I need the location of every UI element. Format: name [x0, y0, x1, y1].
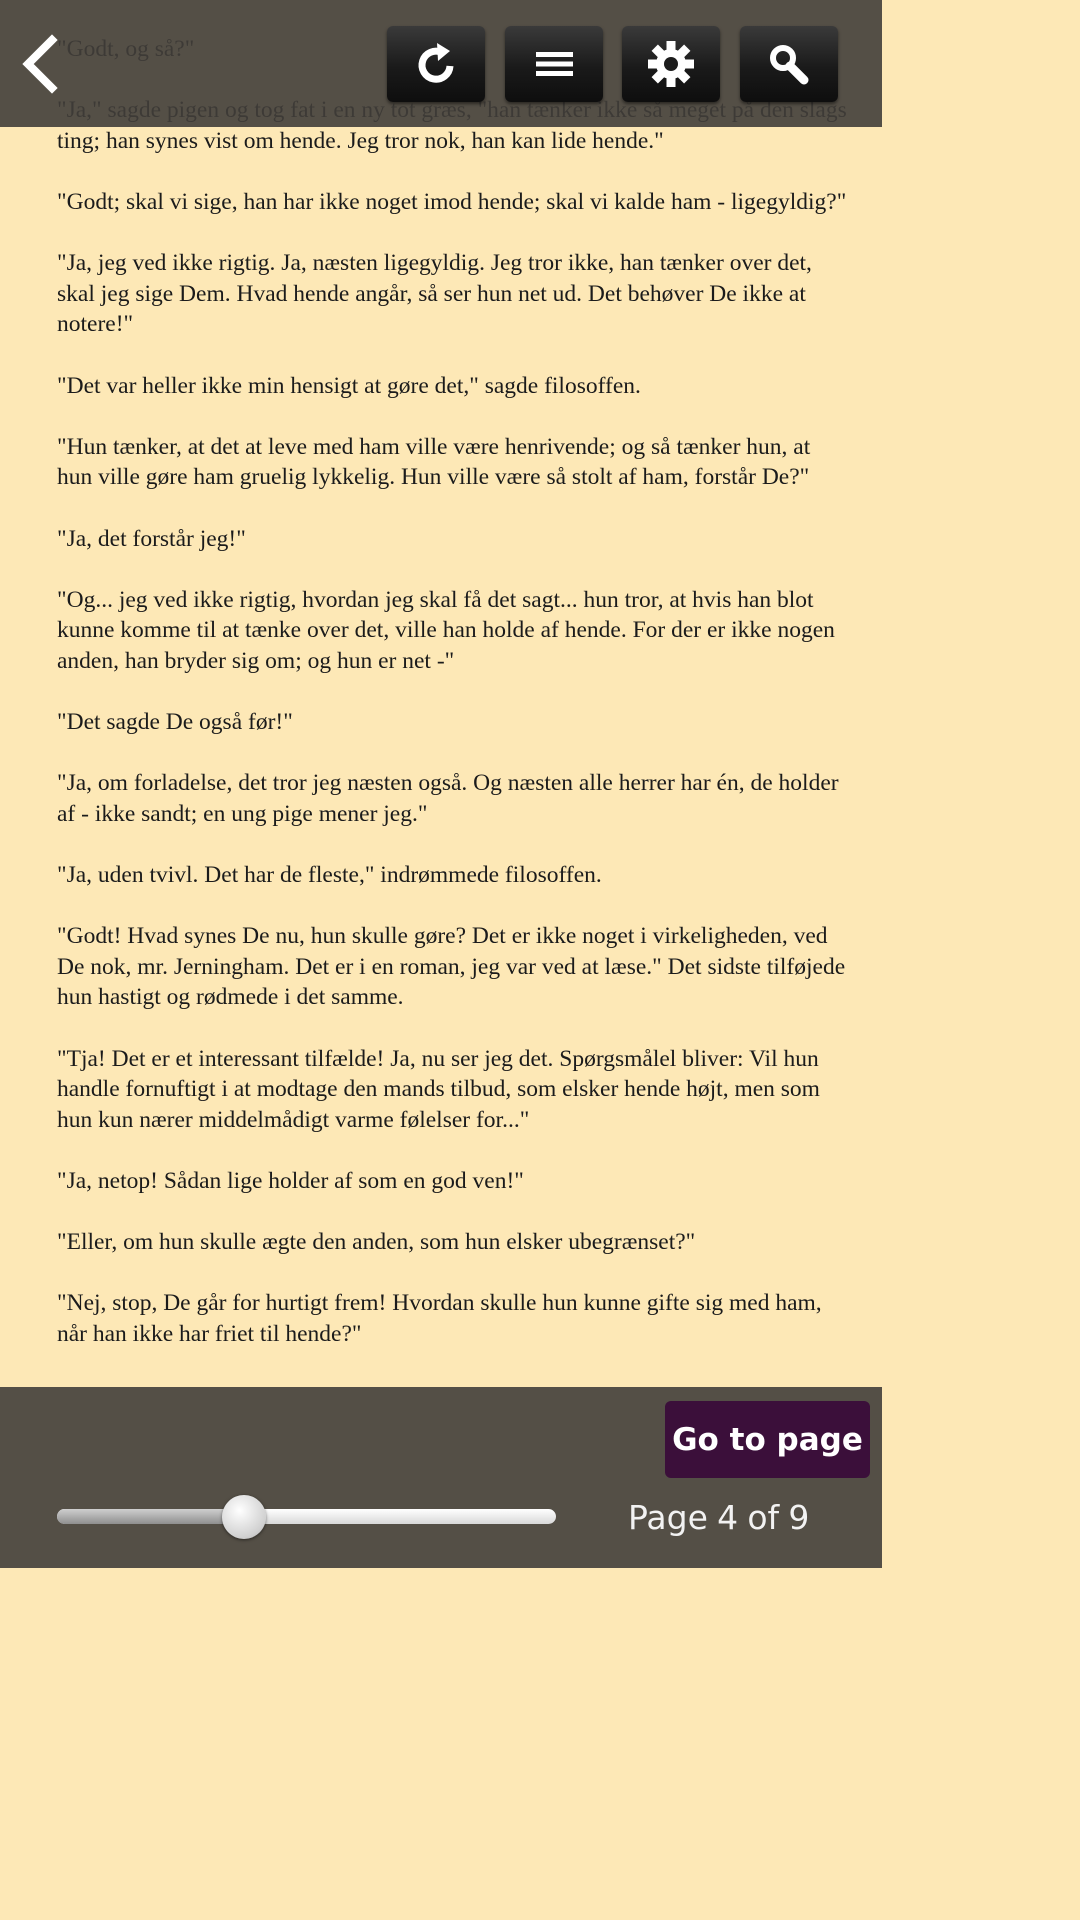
paragraph: "Ja, om forladelse, det tror jeg næsten også. Og næsten alle herrer har én, de holder af - ikke sandt; en ung pige mener jeg." — [57, 770, 839, 827]
menu-icon — [505, 26, 603, 102]
paragraph: "Eller, om hun skulle ægte den anden, som hun elsker ubegrænset?" — [57, 1229, 696, 1256]
paragraph: "Ja, netop! Sådan lige holder af som en god ven!" — [57, 1167, 524, 1194]
paragraph: "Godt! Hvad synes De nu, hun skulle gøre? Det er ikke noget i virkeligheden, ved De nok, mr. Jerningham. Det er i en roman, jeg var ved at læse." Det sidste tilføjede hun hastigt og rødmede i det samme. — [57, 923, 846, 1011]
menu-button[interactable] — [505, 26, 603, 102]
paragraph: "Tja! Det er et interessant tilfælde! Ja, nu ser jeg det. Spørgsmålel bliver: Vil hun handle fornuftigt i at modtage den mands tilbud, som elsker hende højt, men som hun kun nærer middelmådigt varme følelser for..." — [57, 1045, 820, 1133]
search-button[interactable] — [740, 26, 838, 102]
paragraph: ting; han synes vist om hende. Jeg tror nok, han kan lide hende." — [57, 127, 664, 154]
paragraph: "Ja, det forstår jeg!" — [57, 525, 246, 552]
go-to-page-button[interactable]: Go to page — [665, 1401, 870, 1478]
page-slider-fill — [57, 1509, 244, 1524]
refresh-button[interactable] — [387, 26, 485, 102]
gear-icon — [622, 26, 720, 102]
top-toolbar — [0, 0, 882, 127]
page-word: Page — [628, 1498, 708, 1537]
total-pages-number: 9 — [788, 1498, 810, 1537]
paragraph: "Godt; skal vi sige, han har ikke noget imod hende; skal vi kalde ham - ligegyldig?" — [57, 188, 847, 215]
paragraph: "Nej, stop, De går for hurtigt frem! Hvordan skulle hun kunne gifte sig med ham, når han ikke har friet til hende?" — [57, 1290, 822, 1347]
paragraph: "Det var heller ikke min hensigt at gøre det," sagde filosoffen. — [57, 372, 641, 399]
paragraph: "Det sagde De også før!" — [57, 709, 293, 736]
chevron-left-icon[interactable] — [18, 34, 60, 94]
refresh-icon — [387, 26, 485, 102]
paragraph: "Ja, uden tvivl. Det har de fleste," indrømmede filosoffen. — [57, 862, 602, 889]
page-indicator — [628, 1495, 809, 1541]
search-icon — [740, 26, 838, 102]
of-word: of — [747, 1498, 780, 1537]
page-slider-thumb[interactable] — [222, 1495, 266, 1539]
paragraph: "Hun tænker, at det at leve med ham ville være henrivende; og så tænker hun, at hun ville gøre ham gruelig lykkelig. Hun ville være så stolt af ham, forstår De?" — [57, 433, 811, 491]
current-page-number: 4 — [717, 1498, 739, 1537]
paragraph: "Og... jeg ved ikke rigtig, hvordan jeg skal få det sagt... hun tror, at hvis han blot kunne komme til at tænke over det, ville han holde af hende. For der er ikke nogen anden, han bryder sig om; og hun er net -" — [57, 586, 835, 674]
page-slider[interactable] — [57, 1509, 556, 1524]
paragraph: "Ja, jeg ved ikke rigtig. Ja, næsten ligegyldig. Jeg tror ikke, han tænker over det, skal jeg sige Dem. Hvad hende angår, så ser hun net ud. Det behøver De ikke at notere!" — [57, 250, 812, 338]
book-text — [57, 34, 847, 1380]
settings-button[interactable] — [622, 26, 720, 102]
